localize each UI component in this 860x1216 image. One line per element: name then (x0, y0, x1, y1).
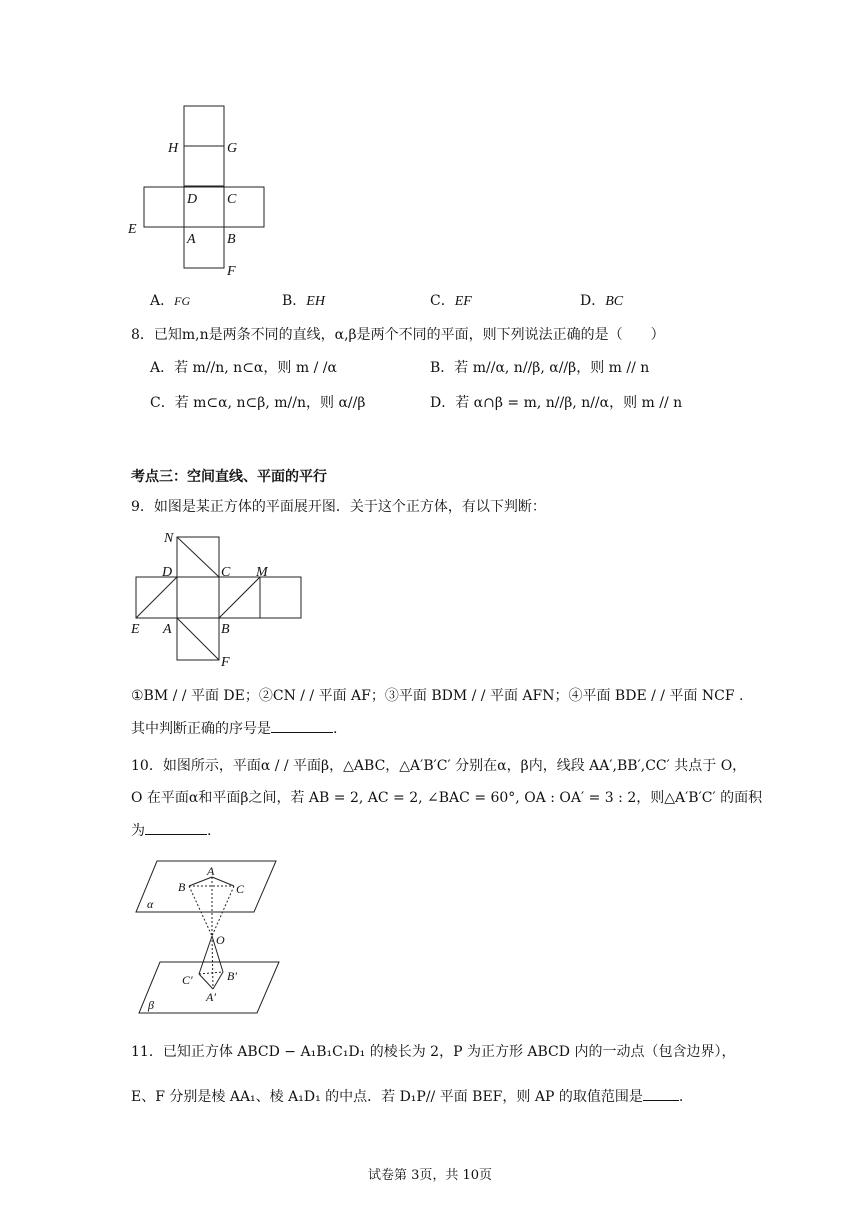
page-footer: 试卷第 3页，共 10页 (367, 1168, 493, 1183)
q7-option-b[interactable]: B．EH (282, 293, 325, 309)
section-heading: 考点三：空间直线、平面的平行 (131, 469, 327, 485)
label-O: O (216, 933, 225, 947)
q8-option-d[interactable]: D．若 α∩β = m, n//β, n//α，则 m // n (430, 395, 683, 411)
label-N: N (164, 531, 174, 546)
q7-option-a[interactable]: A．FG (150, 293, 191, 309)
q8-option-b[interactable]: B．若 m//α, n//β, α//β，则 m // n (430, 360, 650, 376)
label-A: A (207, 864, 215, 878)
q8-option-a[interactable]: A．若 m//n, n⊂α，则 m / /α (150, 360, 337, 376)
label-D: D (162, 565, 173, 580)
label-B: B (227, 232, 236, 247)
label-H: H (168, 141, 179, 156)
label-B: B (178, 880, 186, 894)
q10-line3: 为 . (131, 820, 211, 841)
label-C: C (221, 565, 231, 580)
label-E: E (131, 622, 140, 637)
q9-cube-net-figure (128, 528, 313, 670)
q9-stem: 9．如图是某正方体的平面展开图．关于这个正方体，有以下判断： (131, 499, 546, 515)
label-C: C (227, 192, 237, 207)
answer-blank[interactable] (145, 820, 207, 835)
q10-parallel-planes-figure (135, 856, 285, 1022)
label-C: C (236, 882, 245, 896)
label-A: A (163, 622, 172, 637)
q7-option-c[interactable]: C．EF (430, 293, 472, 309)
label-B: B (221, 622, 230, 637)
q10-line1: 10．如图所示，平面α / / 平面β，△ABC，△A′B′C′ 分别在α，β内，线段 AA′,BB′,CC′ 共点于 O， (131, 758, 747, 774)
q7-option-d[interactable]: D．BC (580, 293, 624, 309)
label-M: M (256, 565, 268, 580)
label-C-prime: C′ (182, 973, 193, 987)
q11-line2: E、F 分别是棱 AA₁、棱 A₁D₁ 的中点．若 D₁P// 平面 BEF，则 AP 的取值范围是 . (131, 1086, 683, 1107)
label-alpha: α (147, 897, 154, 911)
q8-stem: 8．已知m,n是两条不同的直线，α,β是两个不同的平面，则下列说法正确的是（ ） (131, 327, 665, 343)
q9-judgements: ①BM / / 平面 DE；②CN / / 平面 AF；③平面 BDM / / 平面 AFN；④平面 BDE / / 平面 NCF . (131, 688, 744, 704)
label-G: G (227, 141, 238, 156)
q8-option-c[interactable]: C．若 m⊂α, n⊂β, m//n，则 α//β (150, 395, 366, 411)
answer-blank[interactable] (271, 718, 333, 733)
label-A-prime: A′ (206, 990, 216, 1004)
label-beta: β (148, 998, 154, 1012)
q11-line1: 11．已知正方体 ABCD − A₁B₁C₁D₁ 的棱长为 2，P 为正方形 ABCD 内的一动点（包含边界）， (131, 1044, 736, 1060)
label-F: F (227, 264, 236, 279)
label-B-prime: B′ (227, 969, 237, 983)
label-E: E (128, 222, 137, 237)
q7-cube-net-figure (120, 100, 290, 285)
label-A: A (187, 232, 196, 247)
q10-line2: O 在平面α和平面β之间，若 AB = 2, AC = 2, ∠BAC = 60°, OA : OA′ = 3 : 2，则△A′B′C′ 的面积 (131, 790, 763, 806)
label-D: D (187, 192, 198, 207)
q9-ask: 其中判断正确的序号是 . (131, 718, 337, 739)
answer-blank[interactable] (643, 1086, 679, 1101)
label-F: F (221, 655, 230, 670)
